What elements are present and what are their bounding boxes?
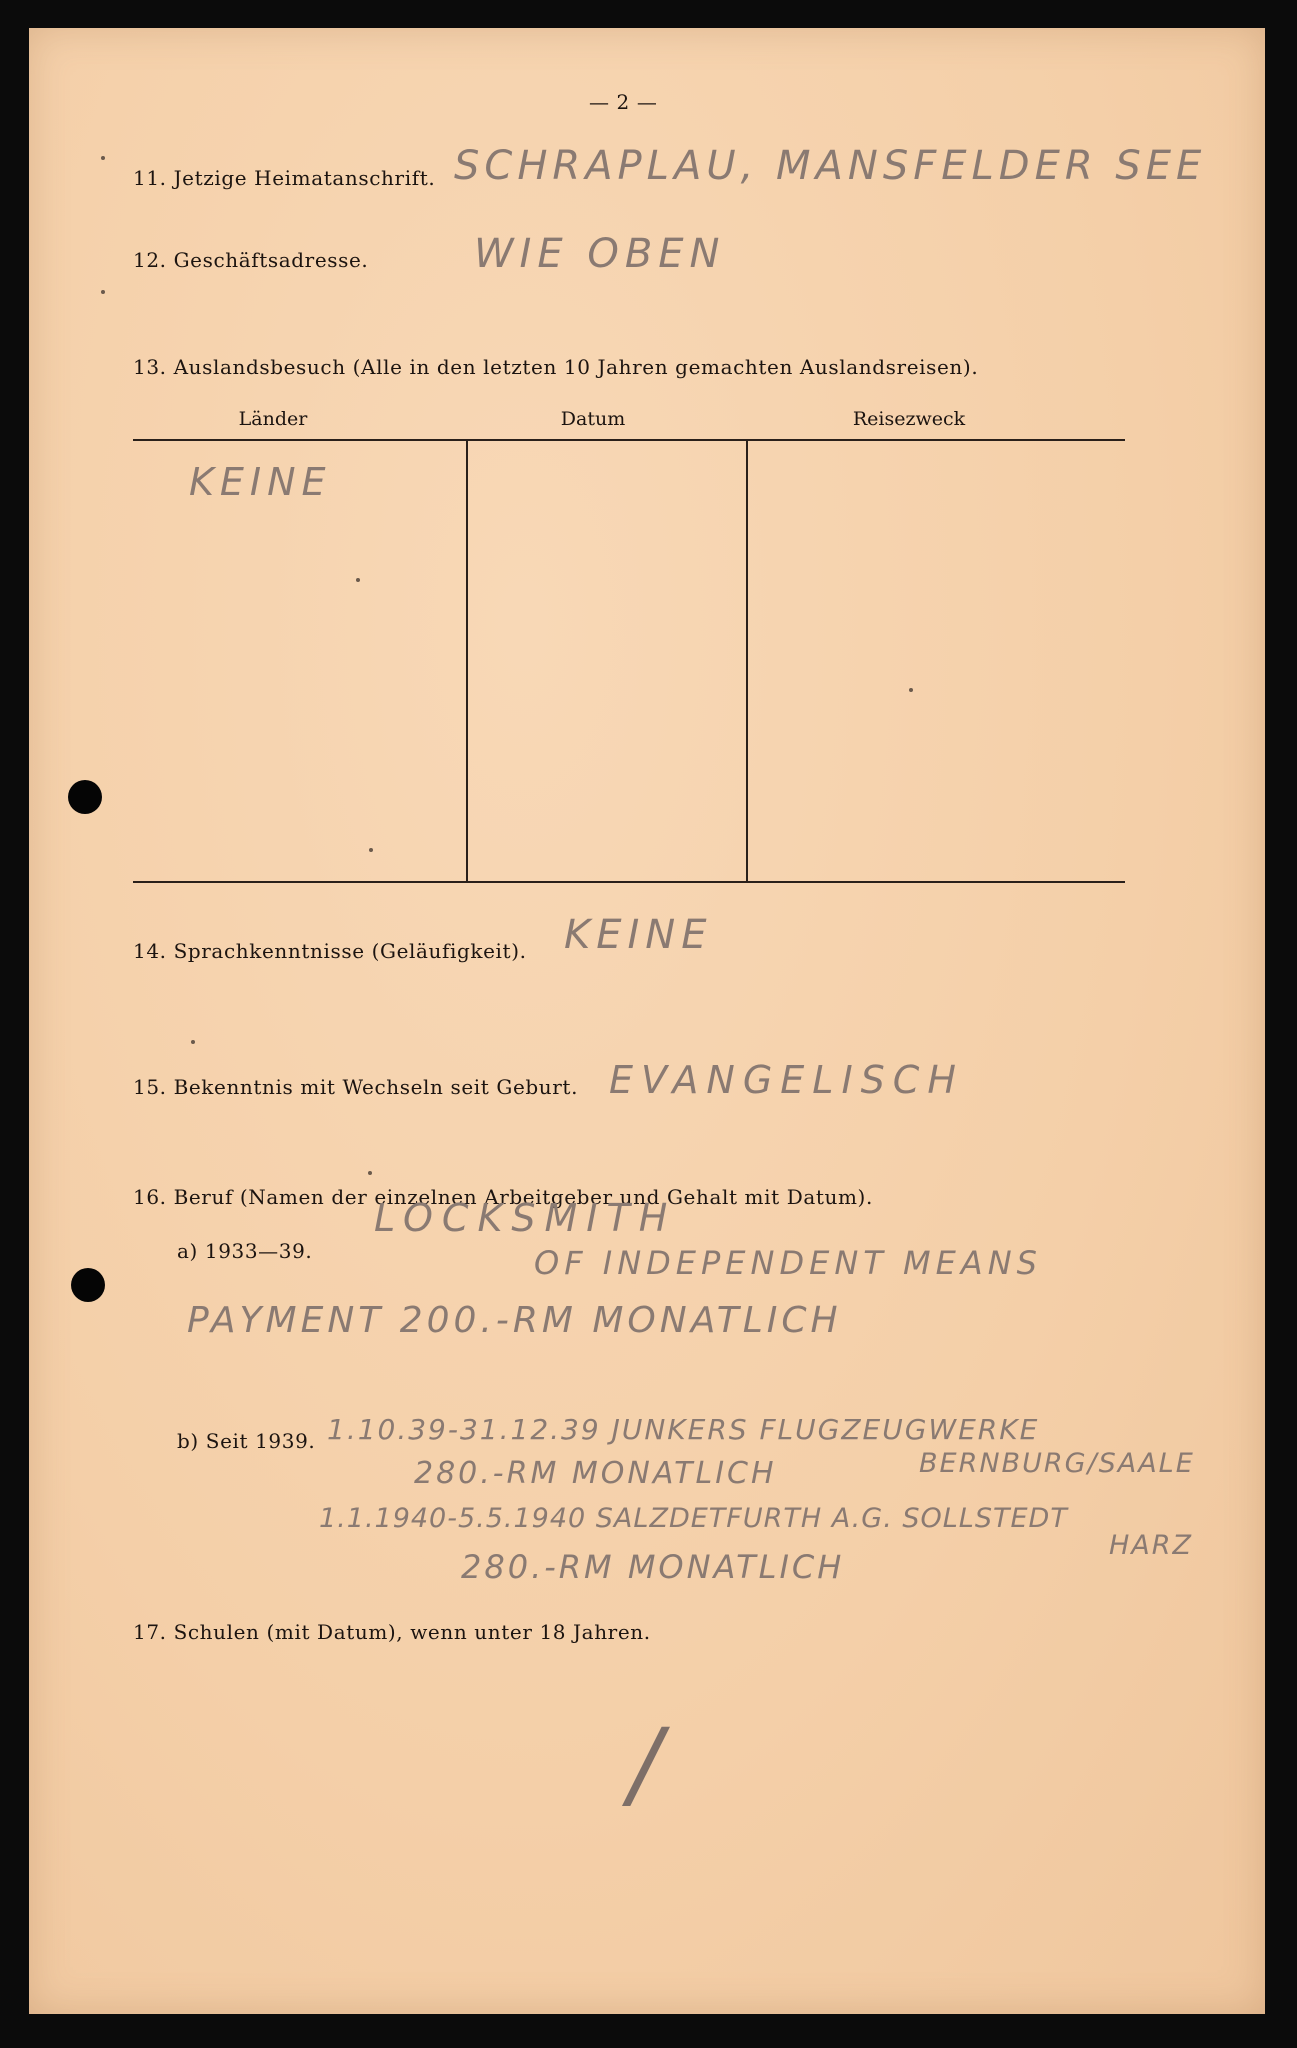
q16-a-label: a) 1933—39. [177,1239,313,1263]
table-col-divider-2 [746,441,748,881]
speck [101,156,105,160]
table-bottom-rule [133,881,1125,883]
q16-b-line3: 1.1.1940-5.5.1940 SALZDETFURTH A.G. SOLLSTEDT [319,1503,1068,1534]
form-page [29,28,1265,2014]
page-number: — 2 — [589,90,658,114]
col-header-datum: Datum [560,408,626,430]
table-col-divider-1 [466,441,468,881]
speck [356,578,360,582]
q15-answer: EVANGELISCH [609,1058,964,1102]
q16-a-line2: OF INDEPENDENT MEANS [534,1244,1042,1282]
q16-b-line3b: HARZ [1109,1530,1194,1561]
q14-answer: KEINE [564,912,713,958]
q15-label: 15. Bekenntnis mit Wechseln seit Geburt. [133,1075,579,1099]
q16-label: 16. Beruf (Namen der einzelnen Arbeitgeber und Gehalt mit Datum). [133,1185,873,1209]
q17-label: 17. Schulen (mit Datum), wenn unter 18 Jahren. [133,1620,651,1644]
speck [191,1040,195,1044]
table-cell-laender: KEINE [189,460,332,504]
q16-a-line3: PAYMENT 200.-RM MONATLICH [187,1300,842,1341]
q16-b-line2: 280.-RM MONATLICH [414,1456,777,1491]
q17-answer: / [629,1708,668,1820]
q11-label: 11. Jetzige Heimatanschrift. [133,166,436,190]
col-header-reisezweck: Reisezweck [852,408,966,430]
q12-label: 12. Geschäftsadresse. [133,248,369,272]
q11-answer: SCHRAPLAU, MANSFELDER SEE [454,143,1207,189]
punch-hole-bottom [71,1268,105,1302]
speck [101,290,105,294]
q16-b-line1: 1.10.39-31.12.39 JUNKERS FLUGZEUGWERKE [327,1413,1040,1446]
speck [909,688,913,692]
q13-label: 13. Auslandsbesuch (Alle in den letzten 10 Jahren gemachten Auslandsreisen). [133,355,979,379]
q12-answer: WIE OBEN [474,231,726,277]
table-top-rule [133,439,1125,441]
punch-hole-top [68,780,102,814]
speck [368,1171,372,1175]
speck [369,848,373,852]
q16-b-line1b: BERNBURG/SAALE [919,1448,1195,1479]
q16-b-line4: 280.-RM MONATLICH [461,1548,845,1586]
q16-b-label: b) Seit 1939. [177,1429,316,1453]
col-header-laender: Länder [238,408,308,430]
q14-label: 14. Sprachkenntnisse (Geläufigkeit). [133,939,527,963]
q16-a-line1: LOCKSMITH [374,1196,677,1240]
